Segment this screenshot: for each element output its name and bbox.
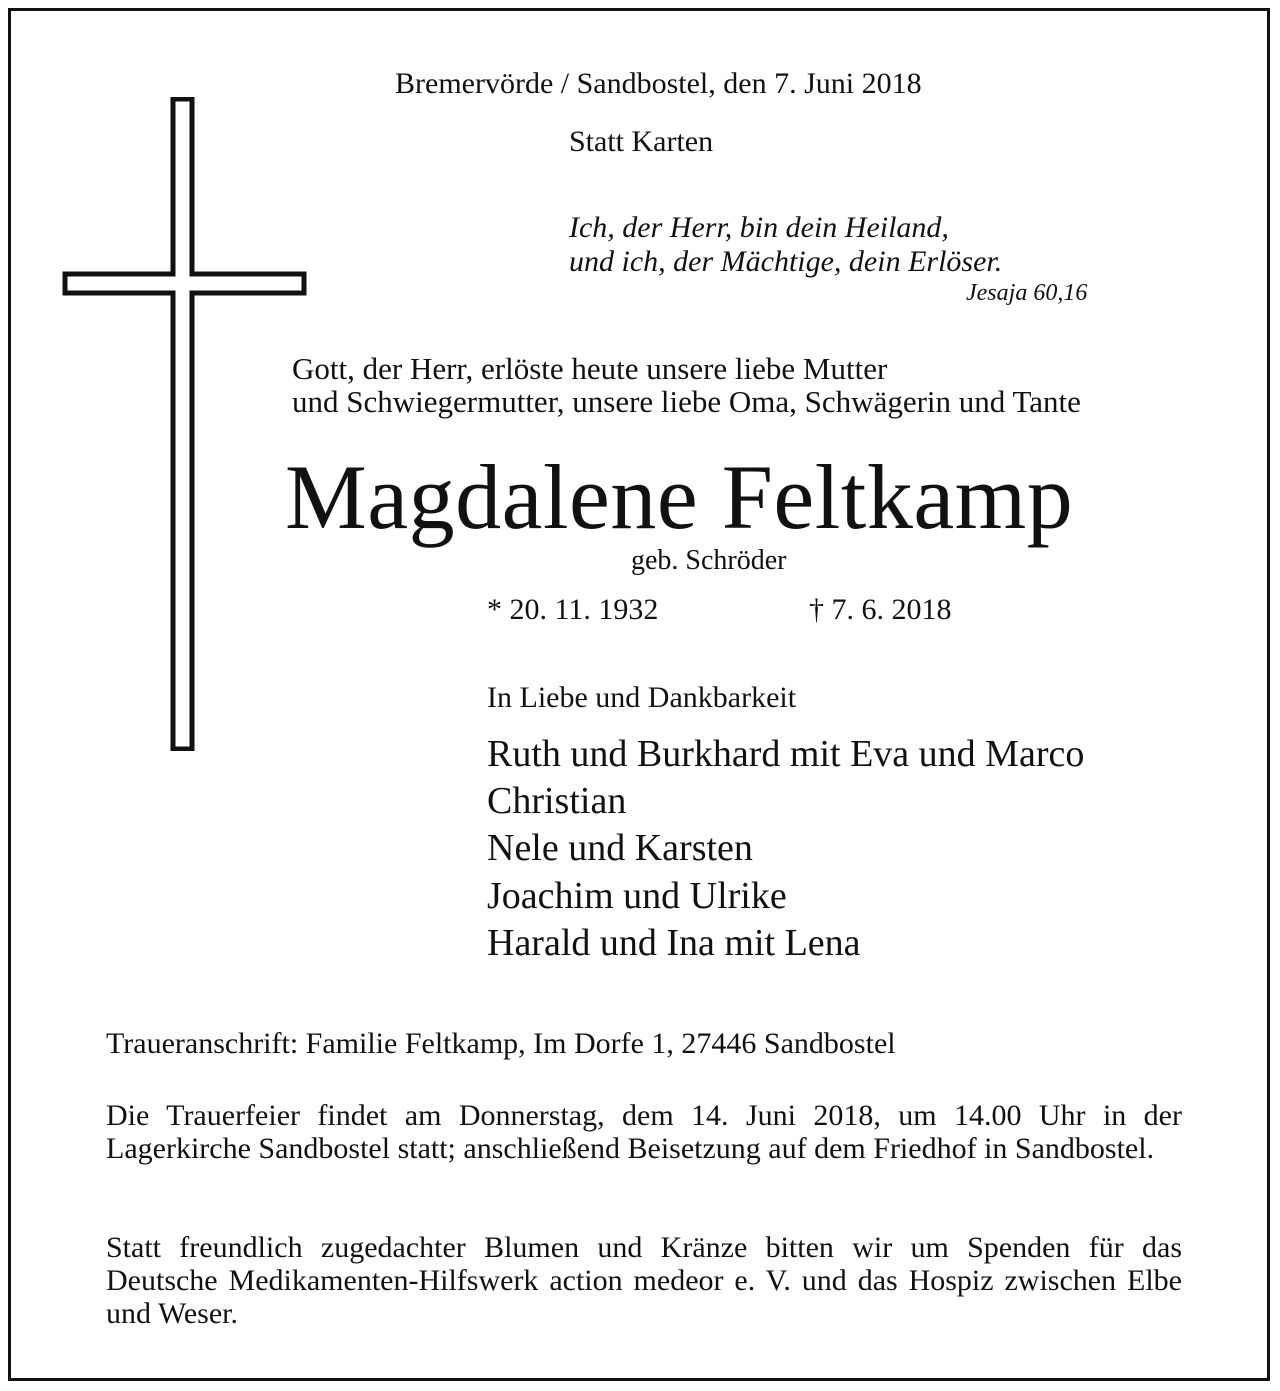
- bible-verse-line: Ich, der Herr, bin dein Heiland,: [569, 211, 949, 244]
- location-date: Bremervörde / Sandbostel, den 7. Juni 2018: [395, 67, 922, 100]
- intro-text-line: Gott, der Herr, erlöste heute unsere liebe Mutter: [292, 351, 888, 386]
- mourner-name: Joachim und Ulrike: [487, 875, 787, 917]
- maiden-name: geb. Schröder: [631, 545, 787, 576]
- donation-request: Statt freundlich zugedachter Blumen und Kränze bitten wir um Spenden für das Deutsche Medikamenten-Hilfswerk action medeor e. V. und das Hospiz zwischen Elbe und Weser.: [106, 1231, 1182, 1330]
- intro-text-line: und Schwiegermutter, unsere liebe Oma, Schwägerin und Tante: [292, 384, 1081, 419]
- deceased-name: Magdalene Feltkamp: [285, 446, 1074, 548]
- bible-verse-reference: Jesaja 60,16: [966, 280, 1088, 306]
- mourners-intro: In Liebe und Dankbarkeit: [487, 681, 797, 714]
- death-notice: [8, 8, 1270, 1381]
- bible-verse-line: und ich, der Mächtige, dein Erlöser.: [569, 245, 1003, 278]
- mourner-name: Harald und Ina mit Lena: [487, 922, 861, 964]
- mourning-address: Traueranschrift: Familie Feltkamp, Im Dorfe 1, 27446 Sandbostel: [106, 1027, 896, 1060]
- mourner-name: Christian: [487, 780, 627, 822]
- birth-date: * 20. 11. 1932: [487, 593, 659, 626]
- statt-karten: Statt Karten: [569, 125, 714, 158]
- mourner-name: Ruth und Burkhard mit Eva und Marco: [487, 733, 1085, 775]
- cross-icon: [61, 97, 307, 751]
- funeral-details: Die Trauerfeier findet am Donnerstag, dem 14. Juni 2018, um 14.00 Uhr in der Lagerkirche Sandbostel statt; anschließend Beisetzung auf dem Friedhof in Sandbostel.: [106, 1099, 1182, 1165]
- mourner-name: Nele und Karsten: [487, 827, 753, 869]
- death-date: † 7. 6. 2018: [809, 593, 952, 626]
